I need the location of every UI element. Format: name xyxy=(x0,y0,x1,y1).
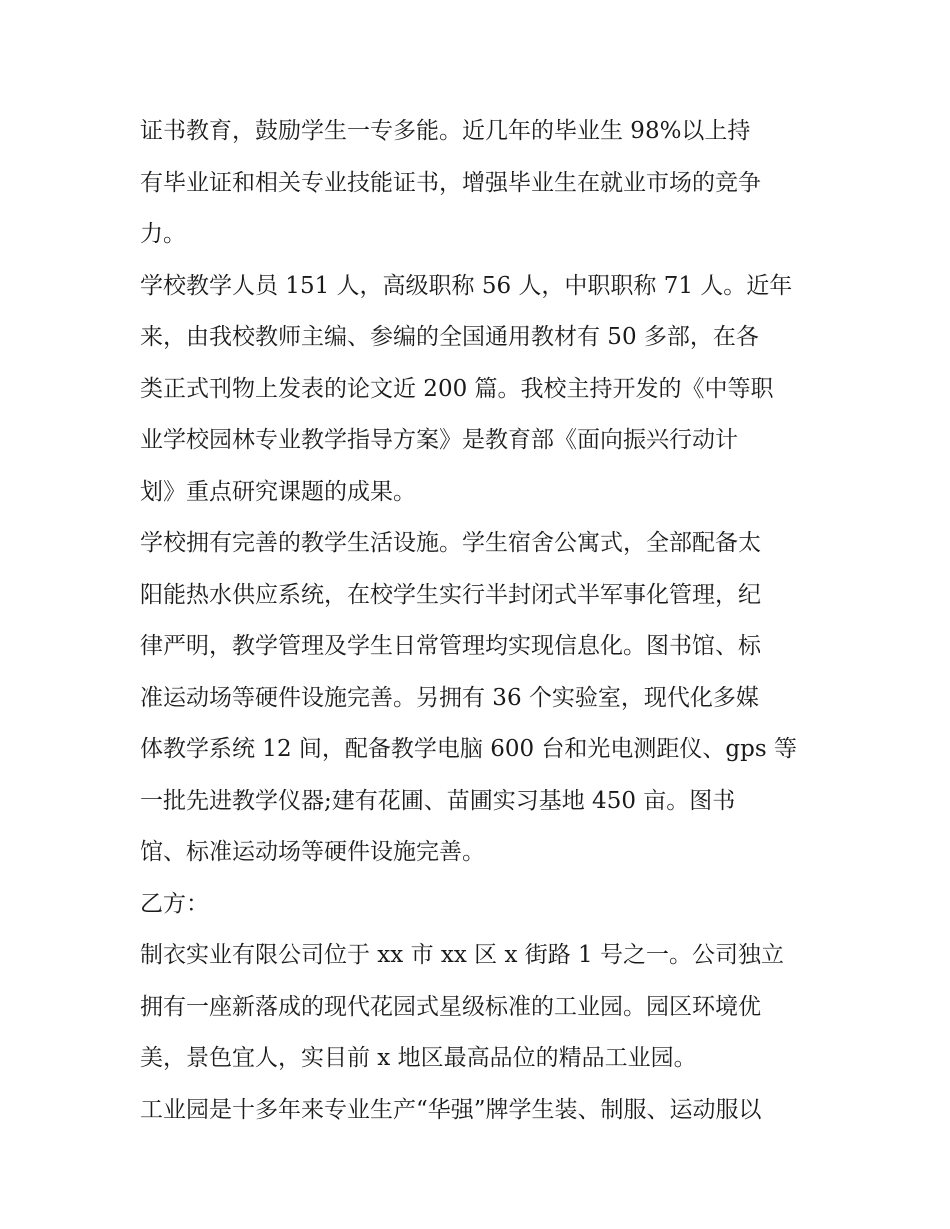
text-line: 美，景色宜人，实目前 x 地区最高品位的精品工业园。 xyxy=(140,1045,697,1071)
text-line: 体教学系统 12 间，配备教学电脑 600 台和光电测距仪、gps 等 xyxy=(140,736,797,762)
text-line: 类正式刊物上发表的论文近 200 篇。我校主持开发的《中等职 xyxy=(140,375,774,402)
section-heading-party-b xyxy=(140,879,820,931)
text-line: 学校教学人员 151 人，高级职称 56 人，中职职称 71 人。近年 xyxy=(140,272,793,299)
text-line: 制衣实业有限公司位于 xx 市 xx 区 x 街路 1 号之一。公司独立 xyxy=(140,942,784,968)
text-line: 划》重点研究课题的成果。 xyxy=(140,478,416,505)
text-line: 学校拥有完善的教学生活设施。学生宿舍公寓式，全部配备太 xyxy=(140,530,761,556)
paragraph-certification xyxy=(140,106,820,261)
text-line: 准运动场等硬件设施完善。另拥有 36 个实验室，现代化多媒 xyxy=(140,684,759,711)
paragraph-facilities xyxy=(140,518,820,879)
document-body xyxy=(140,106,820,1136)
text-line: 有毕业证和相关专业技能证书，增强毕业生在就业市场的竞争 xyxy=(140,169,761,196)
text-line: 律严明，教学管理及学生日常管理均实现信息化。图书馆、标 xyxy=(140,633,761,659)
text-line: 一批先进教学仪器;建有花圃、苗圃实习基地 450 亩。图书 xyxy=(140,787,736,814)
text-line: 证书教育，鼓励学生一专多能。近几年的毕业生 98%以上持 xyxy=(140,118,751,144)
text-line: 工业园是十多年来专业生产“华强”牌学生装、制服、运动服以 xyxy=(140,1096,762,1123)
text-line: 阳能热水供应系统，在校学生实行半封闭式半军事化管理，纪 xyxy=(140,581,761,608)
paragraph-company-intro xyxy=(140,930,820,1085)
text-line: 业学校园林专业教学指导方案》是教育部《面向振兴行动计 xyxy=(140,427,738,453)
text-line: 来，由我校教师主编、参编的全国通用教材有 50 多部，在各 xyxy=(140,324,759,350)
paragraph-industrial-park xyxy=(140,1085,820,1137)
text-line: 乙方： xyxy=(140,890,209,917)
paragraph-teaching-staff xyxy=(140,261,820,519)
text-line: 馆、标准运动场等硬件设施完善。 xyxy=(140,839,485,865)
text-line: 力。 xyxy=(140,221,186,247)
text-line: 拥有一座新落成的现代花园式星级标准的工业园。园区环境优 xyxy=(140,993,761,1020)
